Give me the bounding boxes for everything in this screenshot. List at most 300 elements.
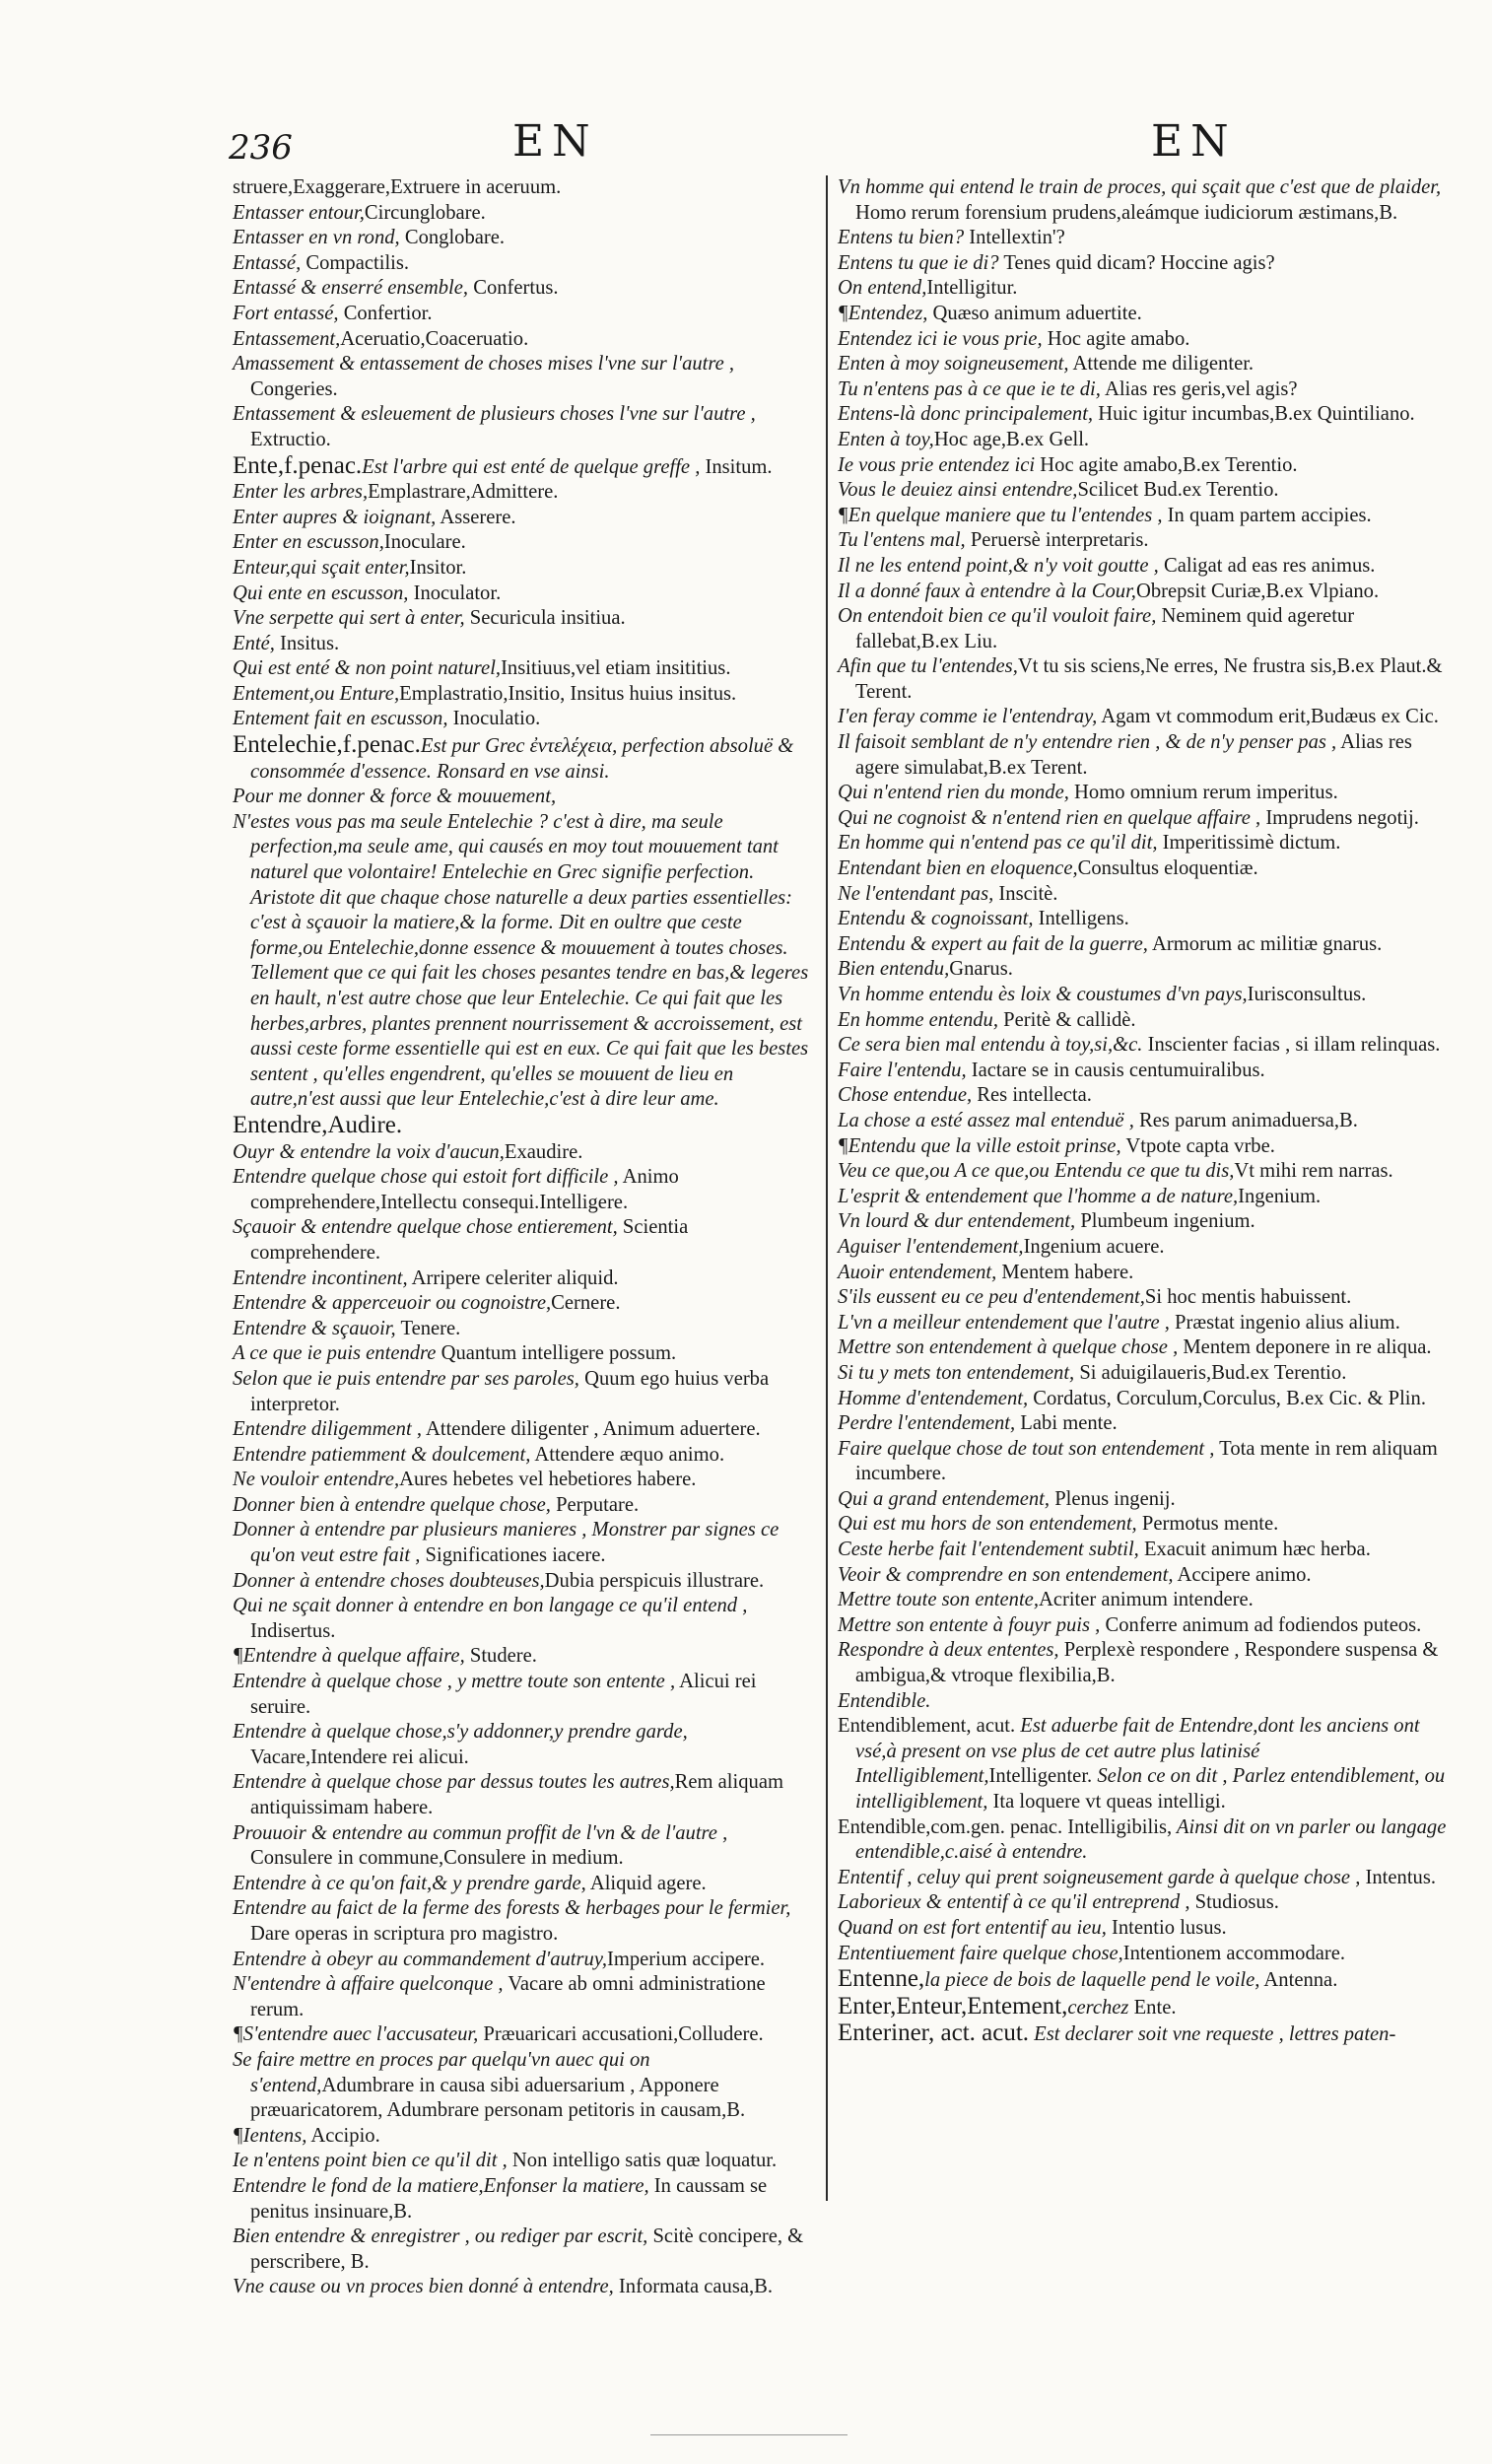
column-divider xyxy=(826,175,828,2201)
latin-gloss: Emplastratio,Insitio, Insitus huius insitus. xyxy=(399,682,737,705)
dictionary-entry xyxy=(233,1113,814,1140)
dictionary-entry xyxy=(838,327,1449,353)
latin-gloss: Armorum ac militiæ gnarus. xyxy=(1147,932,1383,955)
latin-gloss: Ente. xyxy=(1128,1996,1177,2019)
dictionary-entry xyxy=(838,2020,1449,2048)
latin-gloss: Vacare,Intendere rei alicui. xyxy=(250,1745,469,1768)
dictionary-entry xyxy=(838,504,1449,529)
dictionary-entry xyxy=(233,1493,814,1519)
french-term: Perdre l'entendement, xyxy=(838,1412,1016,1435)
dictionary-entry xyxy=(838,1512,1449,1538)
latin-gloss: Res intellecta. xyxy=(972,1084,1092,1107)
french-term: Qui n'entend rien du monde, xyxy=(838,782,1069,804)
latin-gloss: Hoc agite amabo. xyxy=(1042,327,1190,350)
french-term: Enter aupres & ioignant, xyxy=(233,506,437,528)
latin-gloss: Plumbeum ingenium. xyxy=(1075,1210,1255,1233)
latin-gloss: Ingenium. xyxy=(1238,1185,1322,1207)
latin-gloss: Acriter animum intendere. xyxy=(1038,1589,1254,1611)
french-term: Entendible. xyxy=(838,1689,931,1712)
latin-gloss: Conferre animum ad fodiendos puteos. xyxy=(1100,1613,1422,1636)
latin-gloss: Vtpote capta vrbe. xyxy=(1120,1134,1275,1157)
latin-gloss: Intelligenter. xyxy=(988,1765,1093,1788)
latin-gloss: Insitus. xyxy=(274,632,340,654)
french-term: Tu l'entens mal, xyxy=(838,529,966,552)
french-term: Enté, xyxy=(233,632,275,654)
latin-gloss: Entenne, xyxy=(838,1965,925,1993)
dictionary-entry xyxy=(233,1670,814,1720)
latin-gloss: Confertus. xyxy=(468,277,559,300)
latin-gloss: Attendere æquo animo. xyxy=(530,1443,725,1466)
french-term: Ie vous prie entendez ici xyxy=(838,453,1036,476)
french-term: Entens tu bien? xyxy=(838,227,965,249)
french-term: Donner à entendre choses doubteuses, xyxy=(233,1569,545,1592)
dictionary-entry xyxy=(838,478,1449,504)
latin-gloss: Mentem deponere in re aliqua. xyxy=(1178,1336,1432,1359)
latin-gloss: Alias res geris,vel agis? xyxy=(1100,377,1298,400)
dictionary-entry xyxy=(233,1720,814,1770)
dictionary-entry xyxy=(838,604,1449,654)
latin-gloss: Iurisconsultus. xyxy=(1247,984,1367,1005)
french-term: Respondre à deux ententes, xyxy=(838,1639,1059,1662)
latin-gloss: Quum ego huius verba interpretor. xyxy=(250,1367,770,1415)
dictionary-entry xyxy=(233,656,814,682)
page-footer-mark xyxy=(650,2434,848,2439)
french-term: Entendre au faict de la ferme des forests & herbages pour le fermier, xyxy=(233,1897,791,1920)
dictionary-entry xyxy=(838,831,1449,856)
latin-gloss: Insitor. xyxy=(409,556,467,579)
dictionary-entry xyxy=(233,352,814,402)
french-term: Entendre patiemment & doulcement, xyxy=(233,1443,531,1466)
latin-gloss: Aceruatio,Coaceruatio. xyxy=(340,327,529,350)
french-term: Enten à toy, xyxy=(838,428,934,450)
french-term: Vn homme qui entend le train de proces, qui sçait que c'est que de plaider, xyxy=(838,176,1442,198)
latin-gloss: Imprudens negotij. xyxy=(1260,806,1419,829)
latin-gloss: Studiosus. xyxy=(1189,1891,1279,1914)
latin-gloss: Præstat ingenio alius alium. xyxy=(1169,1311,1400,1334)
dictionary-entry xyxy=(233,1644,814,1670)
dictionary-entry xyxy=(233,2275,814,2300)
dictionary-entry xyxy=(838,175,1449,226)
dictionary-entry xyxy=(233,276,814,302)
french-term: Entendre & apperceuoir ou cognoistre, xyxy=(233,1292,552,1315)
latin-gloss: Peritè & callidè. xyxy=(998,1008,1136,1031)
dictionary-entry xyxy=(233,1140,814,1166)
french-term: Vne serpette qui sert à enter, xyxy=(233,607,465,630)
latin-gloss: Antenna. xyxy=(1259,1969,1338,1992)
latin-gloss: Tota mente in rem aliquam incumbere. xyxy=(855,1437,1438,1485)
french-term: Entendre à ce qu'on fait,& y prendre garde, xyxy=(233,1872,586,1894)
french-term: Entassement, xyxy=(233,327,341,350)
latin-gloss: Inscitè. xyxy=(993,882,1058,905)
dictionary-entry xyxy=(233,2224,814,2275)
french-term: Selon ce on dit , Parlez entendiblement, ou intelligiblement, xyxy=(855,1765,1446,1813)
dictionary-entry xyxy=(838,705,1449,730)
french-term: Enter en escusson, xyxy=(233,531,384,554)
french-term: cerchez xyxy=(1067,1996,1129,2019)
french-term: Se faire mettre en proces par quelqu'vn auec qui on s'entend, xyxy=(233,2048,650,2096)
dictionary-entry xyxy=(233,785,814,810)
french-term: Entendant bien en eloquence, xyxy=(838,857,1078,880)
french-term: Donner bien à entendre quelque chose, xyxy=(233,1493,551,1516)
french-term: Vous le deuiez ainsi entendre, xyxy=(838,479,1078,502)
latin-gloss: Si aduigilaueris,Bud.ex Terentio. xyxy=(1074,1361,1347,1384)
latin-gloss: Vacare ab omni administratione rerum. xyxy=(250,1973,766,2020)
french-term: Entens-là donc principalement, xyxy=(838,403,1094,426)
dictionary-entry xyxy=(233,606,814,632)
latin-gloss: Informata causa,B. xyxy=(613,2276,774,2298)
latin-gloss: Inoculatio. xyxy=(447,708,541,730)
latin-gloss: Insitum. xyxy=(700,455,773,478)
latin-gloss: Arripere celeriter aliquid. xyxy=(407,1266,619,1289)
french-term: Entendre le fond de la matiere,Enfonser la matiere, xyxy=(233,2174,649,2197)
french-term: Entassé, xyxy=(233,251,302,274)
french-term: Bien entendre & enregistrer , ou rediger par escrit, xyxy=(233,2225,648,2248)
french-term: Ententif , celuy qui prent soigneusement garde à quelque chose , xyxy=(838,1866,1361,1888)
french-term: Chose entendue, xyxy=(838,1084,973,1107)
french-term: L'esprit & entendement que l'homme a de nature, xyxy=(838,1185,1239,1207)
dictionary-entry xyxy=(233,2022,814,2048)
french-term: Entens tu que ie di? xyxy=(838,251,999,274)
latin-gloss: Intentus. xyxy=(1360,1866,1437,1888)
dictionary-entry xyxy=(838,1311,1449,1336)
french-term: Entendu & cognoissant, xyxy=(838,908,1034,930)
dictionary-entry xyxy=(838,1966,1449,1994)
latin-gloss: Emplastrare,Admittere. xyxy=(368,481,559,504)
french-term: La chose a esté assez mal entenduë , xyxy=(838,1109,1134,1131)
dictionary-entry xyxy=(233,1770,814,1820)
latin-gloss: Tenere. xyxy=(395,1317,461,1339)
latin-gloss: Exaudire. xyxy=(504,1140,583,1163)
latin-gloss: Aures hebetes vel hebetiores habere. xyxy=(399,1469,697,1491)
dictionary-entry xyxy=(233,1896,814,1947)
latin-gloss: Significationes iacere. xyxy=(420,1544,606,1567)
latin-gloss: Asserere. xyxy=(436,506,516,528)
french-term: Ne l'entendant pas, xyxy=(838,882,994,905)
latin-gloss: Studere. xyxy=(464,1645,537,1668)
french-term: Entendu & expert au fait de la guerre, xyxy=(838,932,1148,955)
french-term: Entendre diligemment , xyxy=(233,1418,422,1441)
french-term: Pour me donner & force & mouuement, xyxy=(233,786,557,808)
french-term: Entassement & esleuement de plusieurs choses l'vne sur l'autre , xyxy=(233,403,756,426)
french-term: Faire quelque chose de tout son entendement , xyxy=(838,1437,1215,1460)
latin-gloss: Neminem quid ageretur fallebat,B.ex Liu. xyxy=(855,605,1355,652)
latin-gloss: Accipio. xyxy=(306,2124,380,2147)
latin-gloss: Confertior. xyxy=(338,302,433,324)
dictionary-entry xyxy=(838,1387,1449,1412)
latin-gloss: Labi mente. xyxy=(1015,1412,1118,1435)
dictionary-entry xyxy=(233,1443,814,1469)
french-term: Laborieux & ententif à ce qu'il entreprend , xyxy=(838,1891,1190,1914)
latin-gloss: Insitiuus,vel etiam insititius. xyxy=(501,657,731,680)
latin-gloss: Aliquid agere. xyxy=(585,1872,707,1894)
french-term: Entendre à quelque chose , y mettre toute son entente , xyxy=(233,1671,676,1693)
french-term: En homme entendu, xyxy=(838,1008,998,1031)
french-term: L'vn a meilleur entendement que l'autre , xyxy=(838,1311,1170,1334)
latin-gloss: Hoc agite amabo,B.ex Terentio. xyxy=(1035,453,1298,476)
dictionary-entry xyxy=(838,1613,1449,1639)
dictionary-entry xyxy=(838,957,1449,983)
dictionary-entry xyxy=(838,1361,1449,1387)
latin-gloss: Entendiblement, acut. xyxy=(838,1715,1016,1738)
french-term: Ne vouloir entendre, xyxy=(233,1469,400,1491)
dictionary-entry xyxy=(838,1335,1449,1361)
french-term: ¶S'entendre auec l'accusateur, xyxy=(233,2023,479,2046)
latin-gloss: Permotus mente. xyxy=(1136,1513,1279,1536)
french-term: la piece de bois de laquelle pend le voile, xyxy=(924,1969,1260,1992)
french-term: Qui ne cognoist & n'entend rien en quelque affaire , xyxy=(838,806,1261,829)
french-term: Entendre à quelque chose,s'y addonner,y prendre garde, xyxy=(233,1721,688,1744)
latin-gloss: Perplexè respondere , Respondere suspensa & ambigua,& vtroque flexibilia,B. xyxy=(855,1639,1439,1687)
latin-gloss: Mentem habere. xyxy=(996,1261,1134,1283)
dictionary-entry xyxy=(838,932,1449,958)
french-term: Entendre quelque chose qui estoit fort difficile , xyxy=(233,1166,619,1189)
latin-gloss: Attendere diligenter , Animum aduertere. xyxy=(421,1418,761,1441)
dictionary-entry xyxy=(838,1588,1449,1613)
dictionary-entry xyxy=(838,302,1449,327)
french-term: Sçauoir & entendre quelque chose entierement, xyxy=(233,1216,618,1239)
dictionary-entry xyxy=(838,580,1449,605)
french-term: Auoir entendement, xyxy=(838,1261,997,1283)
latin-gloss: Intelligens. xyxy=(1033,908,1129,930)
dictionary-entry xyxy=(838,1437,1449,1487)
latin-gloss: Scientia comprehendere. xyxy=(250,1216,689,1264)
dictionary-entry xyxy=(233,1341,814,1367)
dictionary-entry xyxy=(838,226,1449,251)
dictionary-entry xyxy=(838,1033,1449,1059)
latin-gloss: Alicui rei seruire. xyxy=(250,1671,757,1718)
french-term: S'ils eussent eu ce peu d'entendement, xyxy=(838,1286,1145,1309)
french-term: Est declarer soit vne requeste , lettres paten- xyxy=(1029,2023,1396,2046)
french-term: ¶Entendre à quelque affaire, xyxy=(233,1645,465,1668)
french-term: Ainsi dit on vn parler ou langage entendible,c.aisé à entendre. xyxy=(855,1815,1447,1864)
french-term: Ce sera bien mal entendu à toy,si,&c. xyxy=(838,1034,1143,1057)
french-term: Entendre à obeyr au commandement d'autruy, xyxy=(233,1948,607,1970)
french-term: Vn homme entendu ès loix & coustumes d'vn pays, xyxy=(838,984,1248,1005)
dictionary-entry xyxy=(838,528,1449,554)
dictionary-entry xyxy=(233,810,814,1113)
dictionary-entry xyxy=(838,402,1449,428)
left-running-head: EN xyxy=(512,116,598,167)
dictionary-entry xyxy=(233,632,814,657)
latin-gloss: Quæso animum aduertite. xyxy=(927,302,1142,324)
french-term: Mettre toute son entente, xyxy=(838,1589,1039,1611)
latin-gloss: Indisertus. xyxy=(250,1619,336,1642)
dictionary-entry xyxy=(838,1185,1449,1210)
latin-gloss: Enter,Enteur,Entement, xyxy=(838,1992,1068,2019)
dictionary-entry xyxy=(233,1518,814,1568)
french-term: Aguiser l'entendement, xyxy=(838,1235,1024,1258)
dictionary-entry xyxy=(838,1538,1449,1563)
french-term: Qui ne sçait donner à entendre en bon langage ce qu'il entend , xyxy=(233,1595,748,1617)
latin-gloss: Ingenium acuere. xyxy=(1023,1235,1165,1258)
dictionary-entry xyxy=(233,1594,814,1644)
dictionary-entry xyxy=(233,226,814,251)
dictionary-entry xyxy=(838,1059,1449,1084)
latin-gloss: Circunglobare. xyxy=(364,201,486,224)
latin-gloss: Intentionem accommodare. xyxy=(1122,1942,1346,1964)
french-term: Ie n'entens point bien ce qu'il dit , xyxy=(233,2150,508,2172)
french-term: Il a donné faux à entendre à la Cour, xyxy=(838,580,1136,602)
dictionary-entry xyxy=(233,201,814,227)
dictionary-entry xyxy=(233,1972,814,2022)
french-term: Ceste herbe fait l'entendement subtil, xyxy=(838,1539,1139,1561)
dictionary-entry xyxy=(838,730,1449,781)
dictionary-entry xyxy=(233,682,814,708)
left-column xyxy=(233,175,814,2300)
latin-gloss: Agam vt commodum erit,Budæus ex Cic. xyxy=(1097,706,1439,728)
french-term: Tu n'entens pas à ce que ie te di, xyxy=(838,377,1101,400)
dictionary-entry xyxy=(233,1821,814,1872)
dictionary-entry xyxy=(838,1008,1449,1034)
dictionary-entry xyxy=(233,453,814,481)
dictionary-entry xyxy=(838,1994,1449,2021)
french-term: Vne cause ou vn proces bien donné à entendre, xyxy=(233,2276,614,2298)
latin-gloss: In caussam se penitus insinuare,B. xyxy=(250,2174,768,2223)
french-term: ¶Entendez, xyxy=(838,302,928,324)
dictionary-entry xyxy=(838,1109,1449,1134)
right-column xyxy=(838,175,1449,2048)
latin-gloss: Intelligitur. xyxy=(926,277,1018,300)
dictionary-entry xyxy=(838,276,1449,302)
dictionary-entry xyxy=(233,530,814,556)
french-term: Il faisoit semblant de n'y entendre rien , & de n'y penser pas , xyxy=(838,731,1337,754)
french-term: Il ne les entend point,& n'y voit goutte , xyxy=(838,554,1159,577)
latin-gloss: Attende me diligenter. xyxy=(1068,353,1255,376)
dictionary-entry xyxy=(233,480,814,506)
french-term: Entement,ou Enture, xyxy=(233,682,400,705)
latin-gloss: Imperitissimè dictum. xyxy=(1157,832,1341,855)
dictionary-entry xyxy=(838,352,1449,377)
latin-gloss: Cordatus, Corculum,Corculus, B.ex Cic. & Plin. xyxy=(1028,1387,1426,1409)
french-term: Ouyr & entendre la voix d'aucun, xyxy=(233,1140,505,1163)
latin-gloss: Vt mihi rem narras. xyxy=(1234,1160,1393,1183)
latin-gloss: struere,Exaggerare,Extruere in aceruum. xyxy=(233,176,562,198)
dictionary-entry xyxy=(233,582,814,607)
french-term: Prouuoir & entendre au commun proffit de l'vn & de l'autre , xyxy=(233,1821,728,1844)
dictionary-entry xyxy=(233,327,814,353)
dictionary-entry xyxy=(838,1083,1449,1109)
french-term: Enter les arbres, xyxy=(233,481,369,504)
latin-gloss: Huic igitur incumbas,B.ex Quintiliano. xyxy=(1093,403,1415,426)
dictionary-entry xyxy=(233,707,814,732)
dictionary-entry xyxy=(838,377,1449,403)
right-running-head: EN xyxy=(1151,116,1237,167)
french-term: Vn lourd & dur entendement, xyxy=(838,1210,1076,1233)
french-term: Fort entassé, xyxy=(233,302,339,324)
dictionary-entry xyxy=(233,302,814,327)
latin-gloss: In quam partem accipies. xyxy=(1162,504,1372,526)
dictionary-entry xyxy=(233,1215,814,1266)
french-term: Enten à moy soigneusement, xyxy=(838,353,1069,376)
latin-gloss: Imperium accipere. xyxy=(606,1948,766,1970)
french-term: Mettre son entendement à quelque chose , xyxy=(838,1336,1179,1359)
dictionary-entry xyxy=(233,506,814,531)
latin-gloss: Consultus eloquentiæ. xyxy=(1077,857,1258,880)
french-term: Entendre & sçauoir, xyxy=(233,1317,396,1339)
french-term: Entendez ici ie vous prie, xyxy=(838,327,1043,350)
latin-gloss: Obrepsit Curiæ,B.ex Vlpiano. xyxy=(1135,580,1380,602)
latin-gloss: Adumbrare in causa sibi aduersarium , Apponere præuaricatorem, Adumbrare personam petitoris in causam,B. xyxy=(250,2074,746,2122)
dictionary-entry xyxy=(838,1235,1449,1261)
french-term: Selon que ie puis entendre par ses paroles, xyxy=(233,1367,579,1390)
french-term: ¶En quelque maniere que tu l'entendes , xyxy=(838,504,1163,526)
french-term: On entend, xyxy=(838,277,927,300)
latin-gloss: Scilicet Bud.ex Terentio. xyxy=(1077,479,1279,502)
latin-gloss: Intentio lusus. xyxy=(1106,1916,1227,1939)
latin-gloss: Vt tu sis sciens,Ne erres, Ne frustra sis,B.ex Plaut.& Terent. xyxy=(855,655,1443,703)
latin-gloss: Congeries. xyxy=(250,377,338,400)
dictionary-entry xyxy=(838,1689,1449,1715)
dictionary-entry xyxy=(838,428,1449,453)
latin-gloss: Entelechie,f.penac. xyxy=(233,731,421,759)
dictionary-entry xyxy=(838,1563,1449,1589)
dictionary-entry xyxy=(838,1638,1449,1688)
dictionary-entry xyxy=(838,1890,1449,1916)
dictionary-entry xyxy=(233,251,814,277)
dictionary-entry xyxy=(838,554,1449,580)
dictionary-entry xyxy=(233,2174,814,2224)
dictionary-entry xyxy=(233,1317,814,1342)
dictionary-entry xyxy=(838,1916,1449,1942)
french-term: Entasser entour, xyxy=(233,201,365,224)
french-term: N'entendre à affaire quelconque , xyxy=(233,1973,504,1996)
latin-gloss: Peruersè interpretaris. xyxy=(965,529,1149,552)
dictionary-entry xyxy=(233,2149,814,2174)
latin-gloss: Ita loquere vt queas intelligi. xyxy=(987,1791,1226,1813)
dictionary-entry xyxy=(838,1942,1449,1967)
latin-gloss: Res parum animaduersa,B. xyxy=(1133,1109,1358,1131)
dictionary-entry xyxy=(838,907,1449,932)
dictionary-entry xyxy=(233,1367,814,1417)
dictionary-entry xyxy=(233,1948,814,1973)
dictionary-entry xyxy=(838,1487,1449,1513)
dictionary-entry xyxy=(233,1417,814,1443)
french-term: Mettre son entente à fouyr puis , xyxy=(838,1613,1101,1636)
french-term: Si tu y mets ton entendement, xyxy=(838,1361,1075,1384)
latin-gloss: Præuaricari accusationi,Colludere. xyxy=(478,2023,764,2046)
latin-gloss: Iactare se in causis centumuiralibus. xyxy=(966,1059,1265,1081)
dictionary-entry xyxy=(838,983,1449,1008)
dictionary-entry xyxy=(233,1468,814,1493)
latin-gloss: Gnarus. xyxy=(949,958,1013,981)
french-term: Est aduerbe fait de Entendre,dont les anciens ont vsé,à present on vse plus de cet autre plus latinisé Intelligiblement, xyxy=(855,1715,1420,1788)
french-term: Ententiuement faire quelque chose, xyxy=(838,1942,1123,1964)
dictionary-entry xyxy=(233,1266,814,1292)
latin-gloss: Perputare. xyxy=(550,1493,640,1516)
latin-gloss: Entendre,Audire. xyxy=(233,1111,403,1138)
latin-gloss: Exacuit animum hæc herba. xyxy=(1138,1539,1371,1561)
latin-gloss: Quantum intelligere possum. xyxy=(436,1342,677,1365)
dictionary-entry xyxy=(838,654,1449,705)
french-term: Est l'arbre qui est enté de quelque greffe , xyxy=(362,455,701,478)
french-term: Bien entendu, xyxy=(838,958,950,981)
dictionary-entry xyxy=(838,1411,1449,1437)
latin-gloss: Intellextin'? xyxy=(964,227,1065,249)
french-term: I'en feray comme ie l'entendray, xyxy=(838,706,1098,728)
french-term: Entasser en vn rond, xyxy=(233,227,400,249)
french-term: A ce que ie puis entendre xyxy=(233,1342,437,1365)
french-term: Entendre à quelque chose par dessus toutes les autres, xyxy=(233,1771,675,1794)
dictionary-entry xyxy=(838,1159,1449,1185)
french-term: Donner à entendre par plusieurs manieres , Monstrer par signes ce qu'on veut estre fait , xyxy=(233,1519,780,1567)
latin-gloss: Consulere in commune,Consulere in medium. xyxy=(250,1847,624,1870)
french-term: Homme d'entendement, xyxy=(838,1387,1029,1409)
dictionary-entry xyxy=(838,856,1449,882)
french-term: Quand on est fort ententif au ieu, xyxy=(838,1916,1107,1939)
dictionary-entry xyxy=(233,402,814,452)
dictionary-entry xyxy=(233,556,814,582)
latin-gloss: Dubia perspicuis illustrare. xyxy=(544,1569,765,1592)
